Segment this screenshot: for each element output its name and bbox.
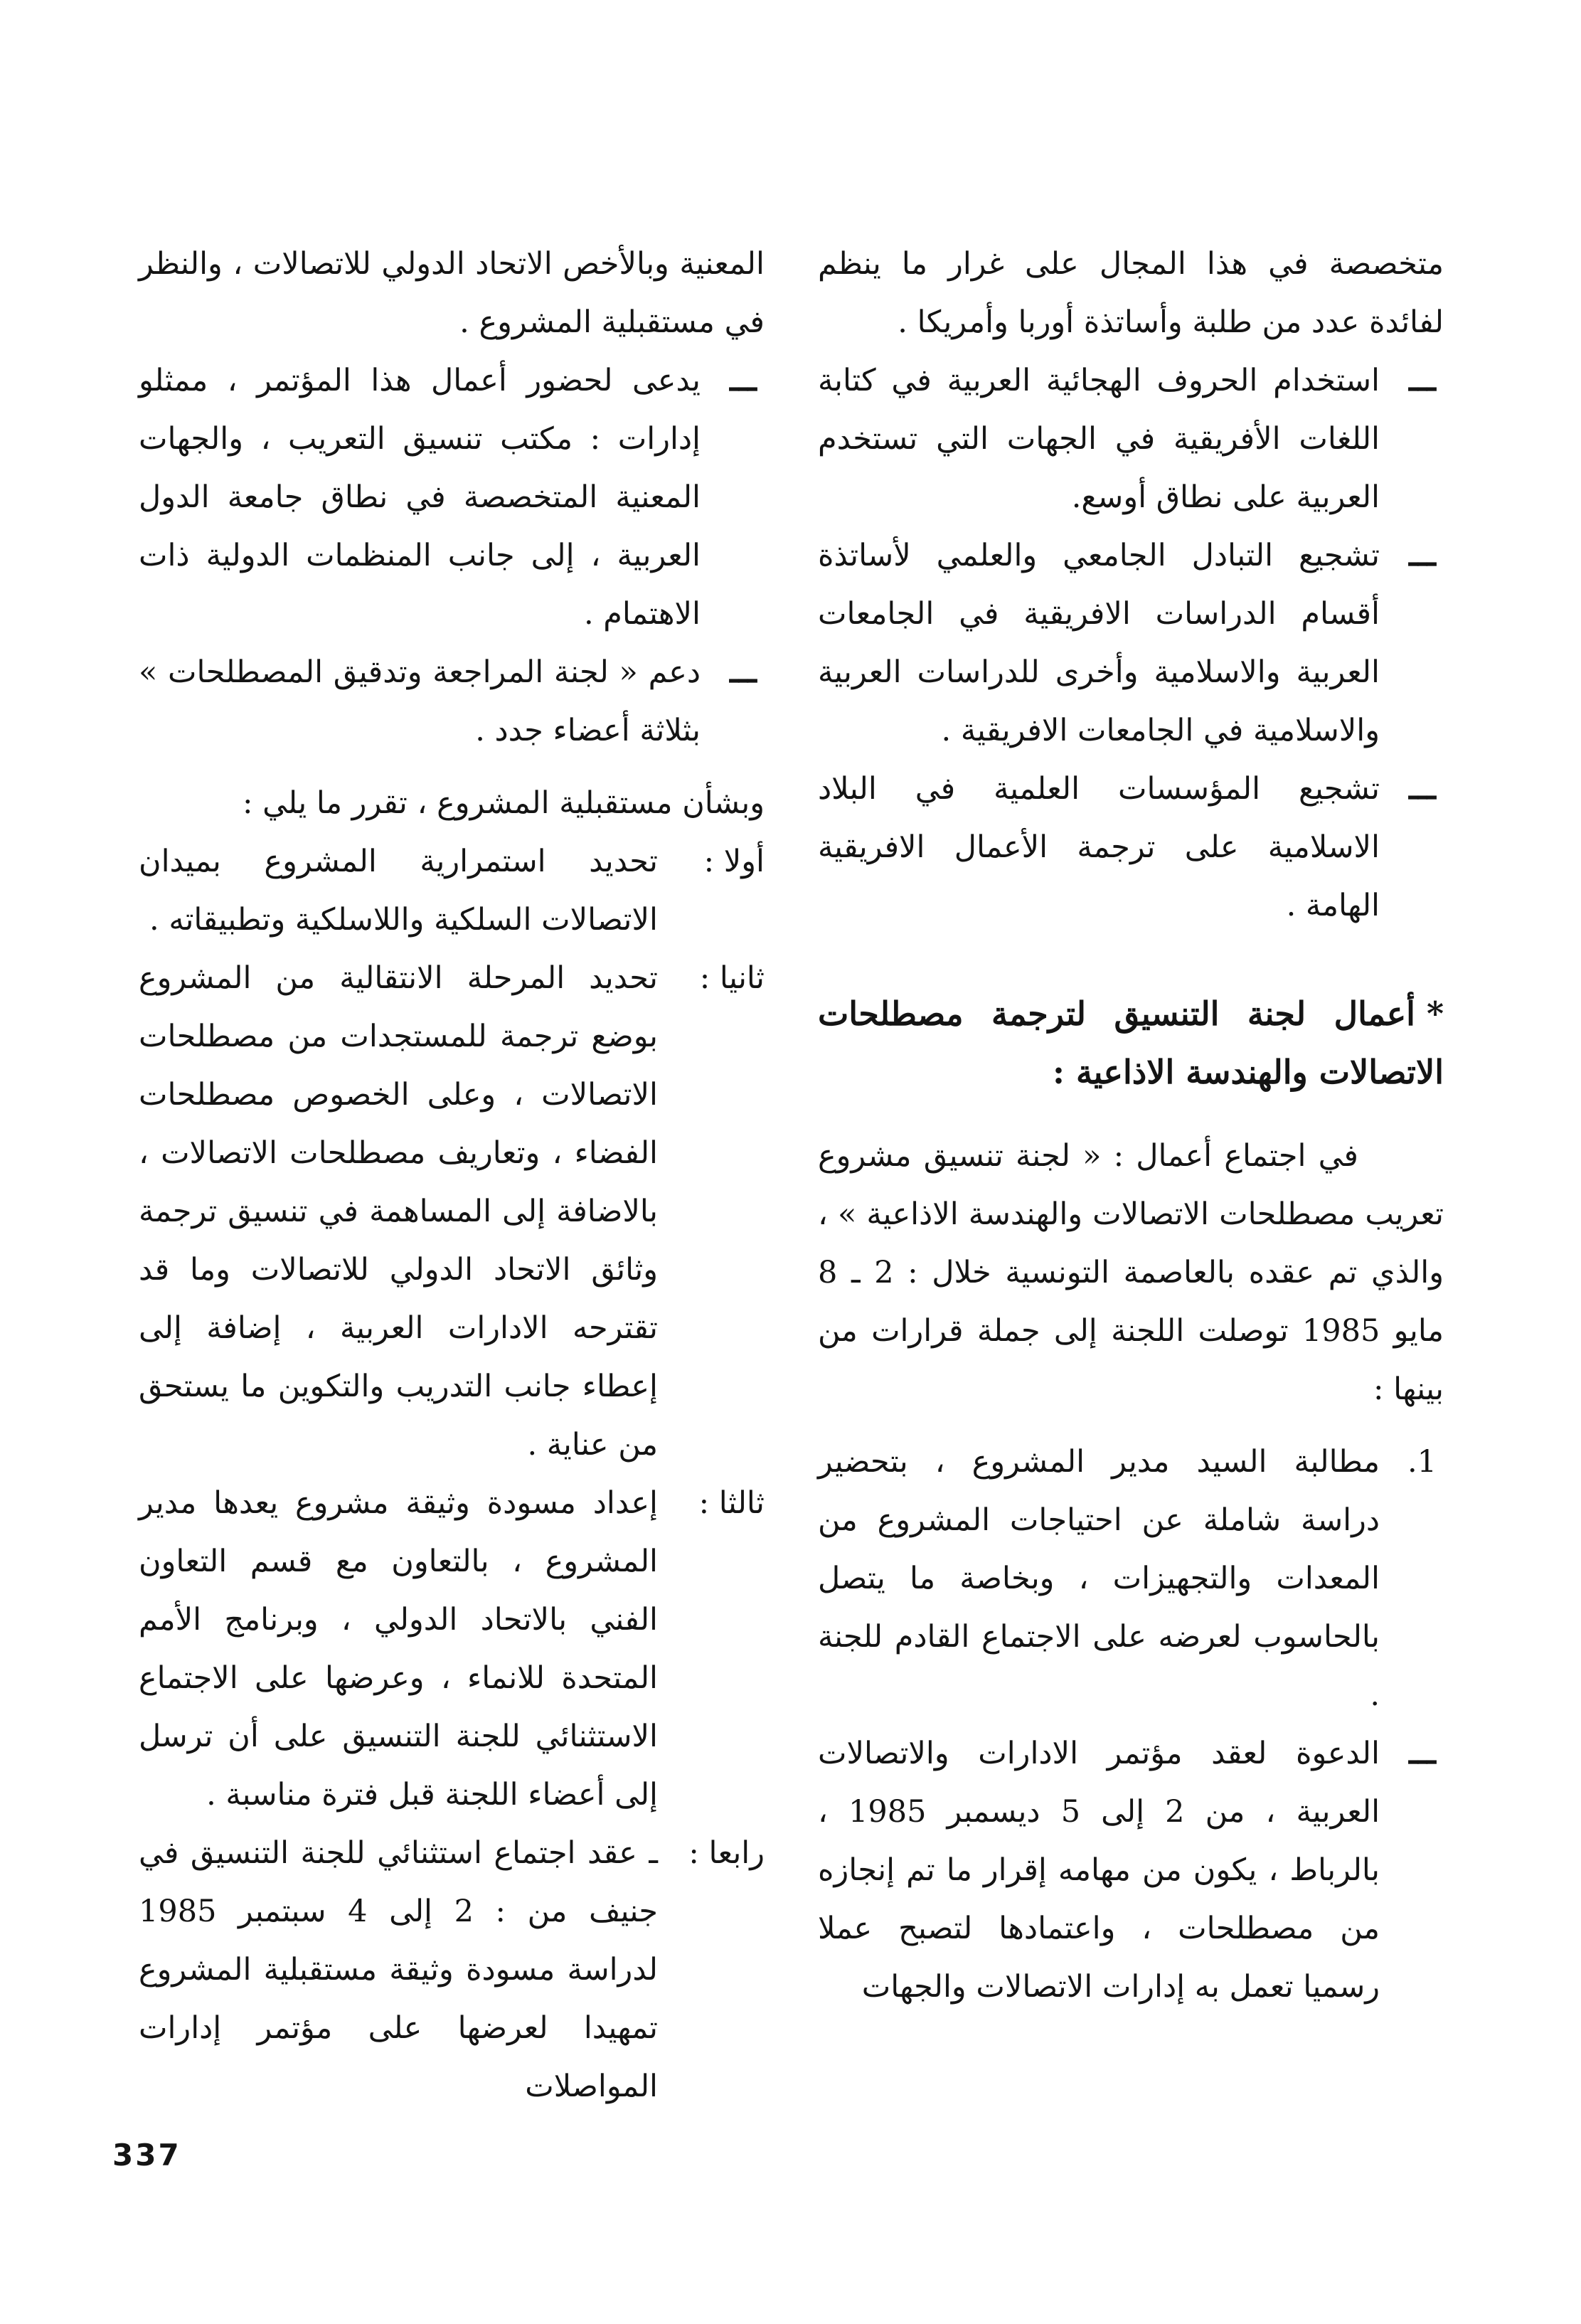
ordinal-label: أولا : [703,844,765,879]
ordinal-item [139,949,765,1474]
left-column [139,235,765,2116]
ordinal-text: تحديد استمرارية المشروع بميدان الاتصالات السلكية واللاسلكية وتطبيقاته . [139,844,658,938]
dash-marker: ـــ [1409,363,1436,398]
ordinal-item [139,1824,765,2116]
body-paragraph: في اجتماع أعمال : « لجنة تنسيق مشروع تعريب مصطلحات الاتصالات والهندسة الاذاعية » ، والذي تم عقده بالعاصمة التونسية خلال : 2 ـ 8 مايو 1985 توصلت اللجنة إلى جملة قرارات من بينها : [818,1138,1444,1407]
ordinal-text: تحديد المرحلة الانتقالية من المشروع بوضع ترجمة للمستجدات من مصطلحات الاتصالات ، وعلى الخصوص مصطلحات الفضاء ، وتعاريف مصطلحات الاتصالات ، بالاضافة إلى المساهمة في تنسيق ترجمة وثائق الاتحاد الدولي للاتصالات وما قد تقترحه الادارات العربية ، إضافة إلى إعطاء جانب التدريب والتكوين ما يستحق من عناية . [139,960,658,1463]
item-number: 1. [1407,1444,1437,1480]
bullet-text: تشجيع التبادل الجامعي والعلمي لأساتذة أقسام الدراسات الافريقية في الجامعات العربية والاسلامية وأخرى للدراسات العربية والاسلامية في الجامعات الافريقية . [818,538,1380,748]
dash-marker: ـــ [1409,538,1436,573]
star-marker: * [1426,994,1444,1033]
dash-marker: ـــ [1409,1736,1436,1771]
numbered-text: مطالبة السيد مدير المشروع ، بتحضير دراسة شاملة عن احتياجات المشروع من المعدات والتجهيزات ، وبخاصة ما يتصل بالحاسوب لعرضه على الاجتماع القادم للجنة . [818,1444,1380,1713]
ordinal-text: ـ عقد اجتماع استثنائي للجنة التنسيق في جنيف من : 2 إلى 4 سبتمبر 1985 لدراسة مسودة وثيقة مستقبلية المشروع تمهيدا لعرضها على مؤتمر إدارات المواصلات [139,1835,658,2104]
ordinal-text: إعداد مسودة وثيقة مشروع يعدها مدير المشروع ، بالتعاون مع قسم التعاون الفني بالاتحاد الدولي ، وبرنامج الأمم المتحدة للانماء ، وعرضها على الاجتماع الاستثنائي للجنة التنسيق على أن ترسل إلى أعضاء اللجنة قبل فترة مناسبة . [139,1485,658,1813]
bullet-item [818,1724,1444,2016]
ordinal-label: رابعا : [688,1835,765,1871]
ordinal-item [139,832,765,949]
dash-marker: ـــ [730,654,757,690]
bullet-item [818,760,1444,935]
bullet-text: استخدام الحروف الهجائية العربية في كتابة اللغات الأفريقية في الجهات التي تستخدم العربية على نطاق أوسع. [818,363,1380,515]
continuation-paragraph: المعنية وبالأخص الاتحاد الدولي للاتصالات ، والنظر في مستقبلية المشروع . [139,246,765,340]
bullet-item [818,526,1444,760]
ordinal-label: ثانيا : [699,960,765,996]
bullet-item [139,643,765,760]
ordinal-item [139,1474,765,1824]
intro-paragraph: متخصصة في هذا المجال على غرار ما ينظم لفائدة عدد من طلبة وأساتذة أوربا وأمريكا . [818,246,1444,340]
bullet-item [139,351,765,643]
dash-marker: ـــ [1409,771,1436,807]
page-number: 337 [112,2138,181,2172]
bullet-text: تشجيع المؤسسات العلمية في البلاد الاسلامية على ترجمة الأعمال الافريقية الهامة . [818,771,1380,923]
section-heading [818,985,1444,1101]
decisions-intro: وبشأن مستقبلية المشروع ، تقرر ما يلي : [243,785,765,821]
dash-marker: ـــ [730,363,757,398]
bullet-text: دعم « لجنة المراجعة وتدقيق المصطلحات » بثلاثة أعضاء جدد . [139,654,701,748]
ordinal-label: ثالثا : [698,1485,765,1521]
numbered-item [818,1433,1444,1724]
bullet-text: الدعوة لعقد مؤتمر الادارات والاتصالات العربية ، من 2 إلى 5 ديسمبر 1985 ، بالرباط ، يكون من مهامه إقرار ما تم إنجازه من مصطلحات ، واعتمادها لتصبح عملا رسميا تعمل به إدارات الاتصالات والجهات [818,1736,1380,2005]
section-heading-text: أعمال لجنة التنسيق لترجمة مصطلحات الاتصالات والهندسة الاذاعية : [818,994,1444,1091]
bullet-text: يدعى لحضور أعمال هذا المؤتمر ، ممثلو إدارات : مكتب تنسيق التعريب ، والجهات المعنية المتخصصة في نطاق جامعة الدول العربية ، إلى جانب المنظمات الدولية ذات الاهتمام . [139,363,701,632]
bullet-item [818,351,1444,526]
right-column [818,235,1444,2016]
